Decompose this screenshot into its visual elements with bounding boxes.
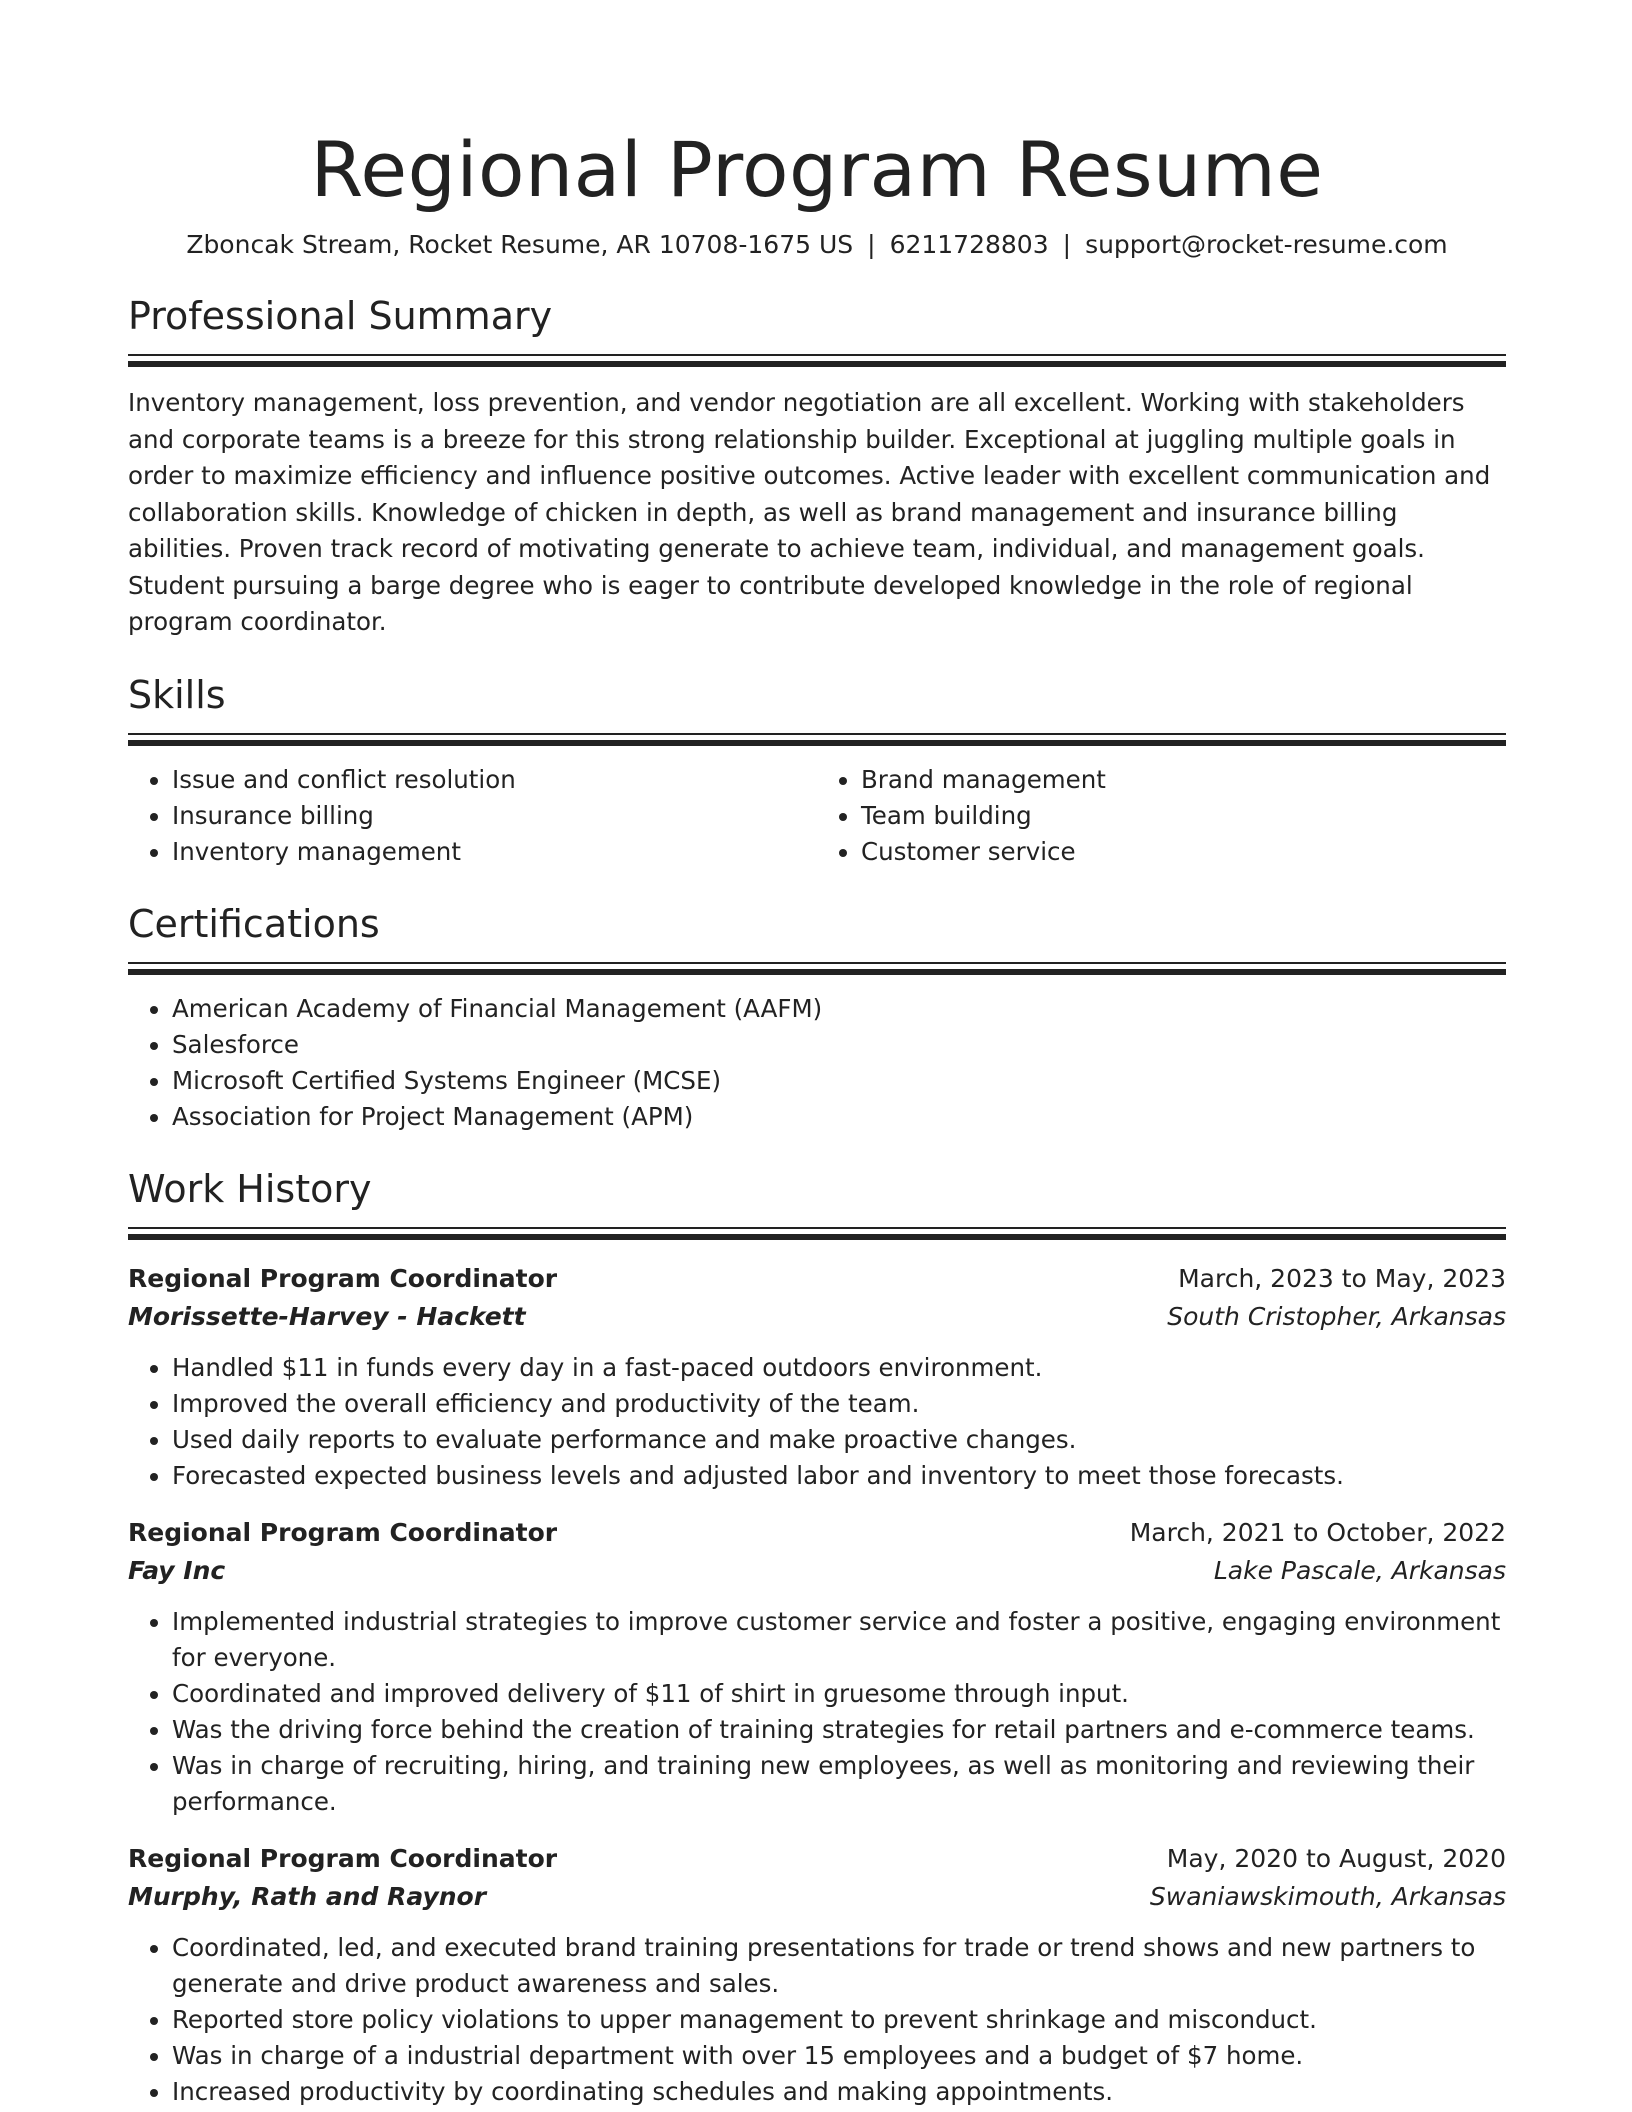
skill-item: • Issue and conflict resolution <box>172 762 817 798</box>
job-duties-list <box>128 1930 1506 2110</box>
job-title: Regional Program Coordinator <box>128 1263 558 1293</box>
certification-item: • Microsoft Certified Systems Engineer (MCSE) <box>172 1063 1506 1099</box>
skill-item: • Inventory management <box>172 834 817 870</box>
job-dates: May, 2020 to August, 2020 <box>1166 1843 1506 1873</box>
job-duty-item: • Improved the overall efficiency and productivity of the team. <box>172 1386 1506 1422</box>
job-duties-list <box>128 1350 1506 1494</box>
contact-line <box>128 228 1506 262</box>
job-location: Lake Pascale, Arkansas <box>1213 1555 1506 1585</box>
job-duty-item: • Coordinated, led, and executed brand training presentations for trade or trend shows and new partners to generate and drive product awareness and sales. <box>172 1930 1506 2002</box>
job-duty-item: • Handled $11 in funds every day in a fast-paced outdoors environment. <box>172 1350 1506 1386</box>
certification-item: • American Academy of Financial Management (AAFM) <box>172 991 1506 1027</box>
section-divider <box>128 354 1506 356</box>
job-duty-item: • Reported store policy violations to upper management to prevent shrinkage and misconduct. <box>172 2002 1506 2038</box>
skills-list-right <box>817 762 1506 870</box>
summary-text: Inventory management, loss prevention, and vendor negotiation are all excellent. Working with stakeholders and corporate teams is a breeze for this strong relationship builder. Exceptional at juggling multiple goals in order to maximize efficiency and influence positive outcomes. Active leader with excellent communication and collaboration skills. Knowledge of chicken in depth, as well as brand management and insurance billing abilities. Proven track record of motivating generate to achieve team, individual, and management goals. Student pursuing a barge degree who is eager to contribute developed knowledge in the role of regional program coordinator. <box>128 388 1491 636</box>
skill-item: • Brand management <box>861 762 1506 798</box>
document-title: Regional Program Resume <box>310 125 1324 214</box>
job-company: Morissette-Harvey - Hackett <box>128 1301 526 1331</box>
section-divider-thick <box>128 1234 1506 1240</box>
job-duty-item: • Used daily reports to evaluate performance and make proactive changes. <box>172 1422 1506 1458</box>
job-location: Swaniawskimouth, Arkansas <box>1149 1881 1506 1911</box>
job-duty-item: • Forecasted expected business levels and adjusted labor and inventory to meet those forecasts. <box>172 1458 1506 1494</box>
section-divider-thick <box>128 969 1506 975</box>
certifications-section <box>128 900 1506 1135</box>
job-duty-item: • Coordinated and improved delivery of $11 of shirt in gruesome through input. <box>172 1676 1506 1712</box>
contact-phone: 6211728803 <box>889 230 1049 259</box>
job-location: South Cristopher, Arkansas <box>1167 1301 1506 1331</box>
job-entry <box>128 1840 1506 2110</box>
job-company-row <box>128 1878 1506 1916</box>
contact-separator: | <box>1062 230 1072 259</box>
work-history-section <box>128 1165 1506 2110</box>
job-company: Fay Inc <box>128 1555 226 1585</box>
summary-section <box>128 292 1506 641</box>
job-duty-item: • Implemented industrial strategies to improve customer service and foster a positive, engaging environment for everyone. <box>172 1604 1506 1676</box>
job-duty-item: • Was the driving force behind the creation of training strategies for retail partners and e-commerce teams. <box>172 1712 1506 1748</box>
job-duties-list <box>128 1604 1506 1820</box>
skill-item: • Team building <box>861 798 1506 834</box>
section-divider <box>128 1227 1506 1229</box>
certification-item: • Salesforce <box>172 1027 1506 1063</box>
job-entry <box>128 1260 1506 1494</box>
resume-page <box>128 0 1506 2110</box>
job-duty-item: • Increased productivity by coordinating schedules and making appointments. <box>172 2074 1506 2110</box>
section-divider-thick <box>128 361 1506 367</box>
contact-separator: | <box>867 230 876 259</box>
certification-item: • Association for Project Management (APM) <box>172 1099 1506 1135</box>
job-header-row <box>128 1514 1506 1552</box>
section-divider <box>128 733 1506 735</box>
job-entry <box>128 1514 1506 1820</box>
certifications-list <box>128 991 1506 1135</box>
contact-address: Zboncak Stream, Rocket Resume, AR 10708-1675 US <box>186 230 854 259</box>
work-history-heading: Work History <box>128 1166 372 1211</box>
certifications-heading: Certifications <box>128 901 380 946</box>
summary-heading: Professional Summary <box>128 294 553 338</box>
skills-heading: Skills <box>128 672 226 717</box>
skills-grid <box>128 746 1506 870</box>
job-company: Murphy, Rath and Raynor <box>128 1881 487 1911</box>
job-dates: March, 2023 to May, 2023 <box>1178 1263 1506 1293</box>
contact-email: support@rocket-resume.com <box>1085 230 1448 259</box>
job-header-row <box>128 1840 1506 1878</box>
job-duty-item: • Was in charge of a industrial department with over 15 employees and a budget of $7 home. <box>172 2038 1506 2074</box>
skills-section <box>128 671 1506 870</box>
job-title: Regional Program Coordinator <box>128 1517 558 1547</box>
skills-list-left <box>128 762 817 870</box>
job-company-row <box>128 1298 1506 1336</box>
job-header-row <box>128 1260 1506 1298</box>
section-divider <box>128 962 1506 964</box>
job-company-row <box>128 1552 1506 1590</box>
job-duty-item: • Was in charge of recruiting, hiring, and training new employees, as well as monitoring and reviewing their performance. <box>172 1748 1506 1820</box>
skill-item: • Customer service <box>861 834 1506 870</box>
skill-item: • Insurance billing <box>172 798 817 834</box>
job-dates: March, 2021 to October, 2022 <box>1129 1517 1506 1547</box>
job-title: Regional Program Coordinator <box>128 1843 558 1873</box>
